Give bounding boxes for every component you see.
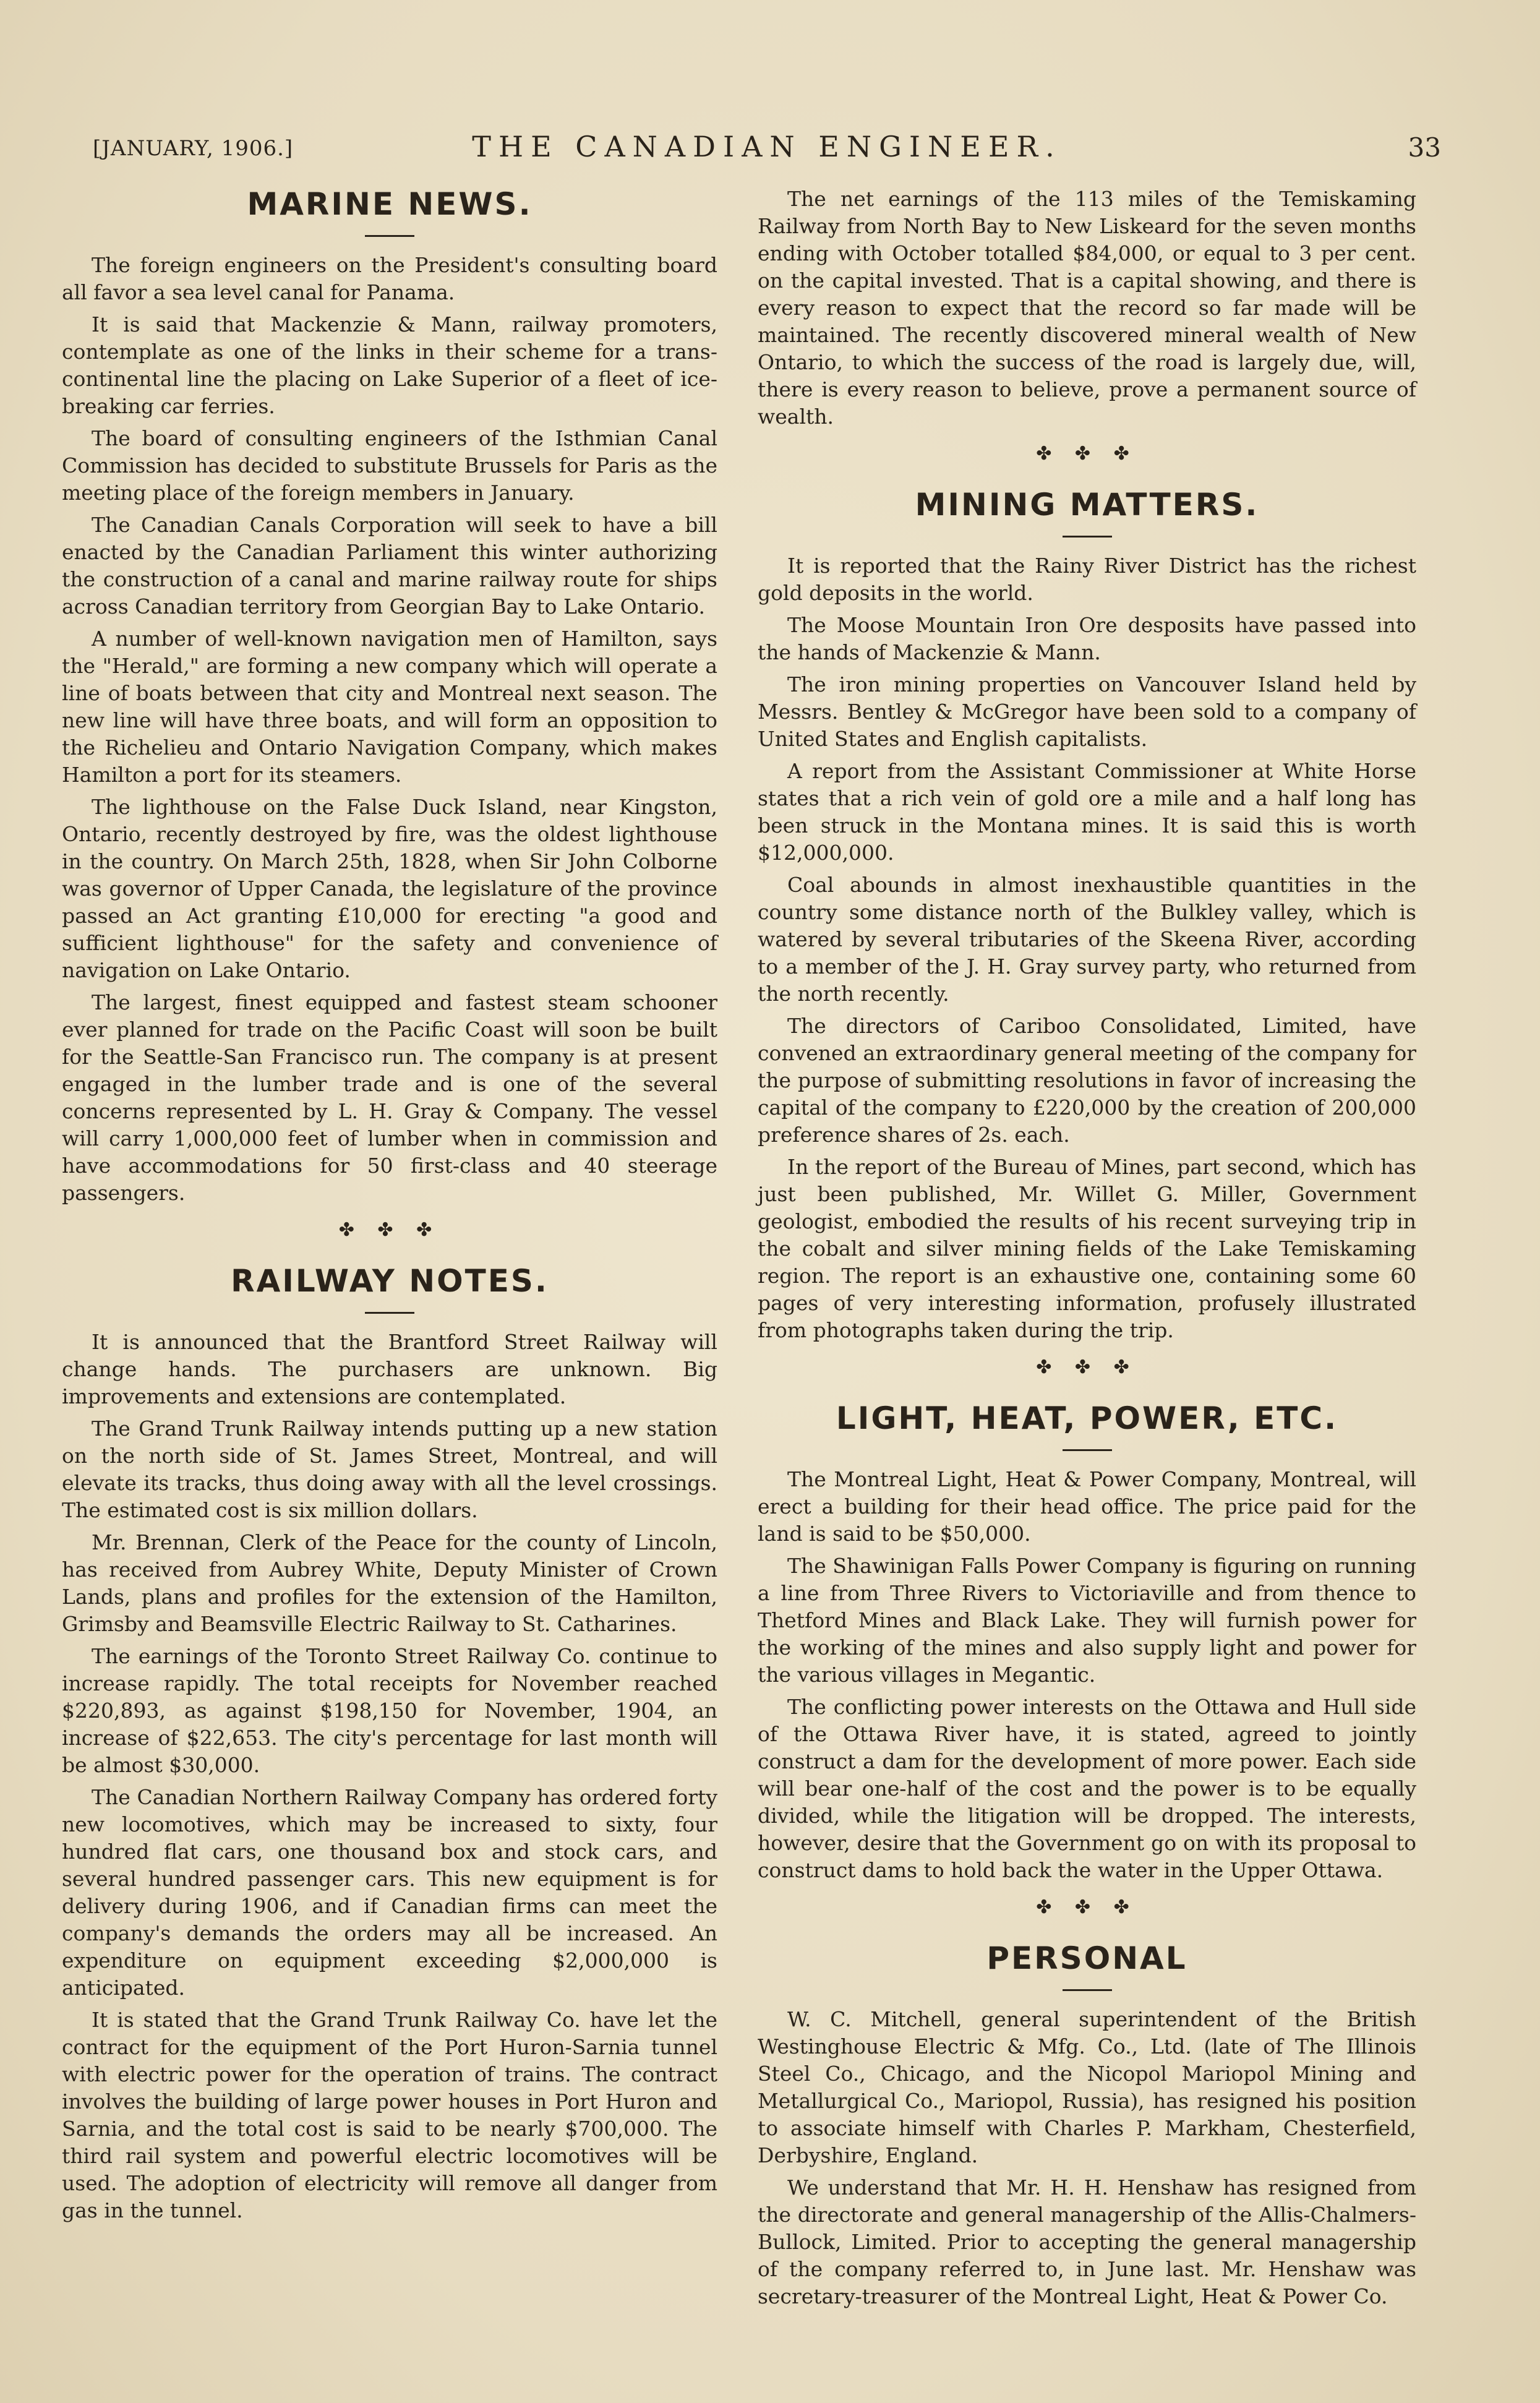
article-paragraph: The Moose Mountain Iron Ore desposits have passed into the hands of Mackenzie & Mann. — [758, 613, 1416, 664]
article-paragraph: The earnings of the Toronto Street Railway Co. continue to increase rapidly. The total receipts for November reached $220,893, as against $198,150 for November, 1904, an increase of $22,653. The city's percentage for last month will be almost $30,000. — [62, 1644, 717, 1777]
section-separator-ornament: ✤ ✤ ✤ — [1036, 1356, 1138, 1378]
heading-rule — [1063, 1989, 1112, 1991]
article-paragraph: The iron mining properties on Vancouver Island held by Messrs. Bentley & McGregor have been sold to a company of United States and English capitalists. — [758, 672, 1416, 751]
article-paragraph: A number of well-known navigation men of Hamilton, says the "Herald," are forming a new company which will operate a line of boats between that city and Montreal next season. The new line will have three boats, and will form an opposition to the Richelieu and Ontario Navigation Company, which makes Hamilton a port for its steamers. — [62, 627, 717, 787]
heading-rule — [365, 1312, 414, 1314]
article-paragraph: In the report of the Bureau of Mines, part second, which has just been published, Mr. Willet G. Miller, Government geologist, embodied the results of his recent surveying trip in the cobalt and silver mining fields of the Lake Temiskaming region. The report is an exhaustive one, containing some 60 pages of very interesting information, profusely illustrated from photographs taken during the trip. — [758, 1155, 1416, 1342]
article-paragraph: It is announced that the Brantford Street Railway will change hands. The purchasers are unknown. Big improvements and extensions are contemplated. — [62, 1330, 717, 1408]
article-paragraph: W. C. Mitchell, general superintendent of the British Westinghouse Electric & Mfg. Co., Ltd. (late of The Illinois Steel Co., Chicago, and the Nicopol Mariopol Mining and Metallurgical Co., Mariopol, Russia), has resigned his position to associate himself with Charles P. Markham, Chesterfield, Derbyshire, England. — [758, 2007, 1416, 2167]
left-column — [62, 186, 717, 2229]
section-separator-ornament: ✤ ✤ ✤ — [1036, 1896, 1138, 1918]
right-column — [758, 186, 1416, 2315]
article-paragraph: The Shawinigan Falls Power Company is figuring on running a line from Three Rivers to Victoriaville and from thence to Thetford Mines and Black Lake. They will furnish power for the working of the mines and also supply light and power for the various villages in Megantic. — [758, 1554, 1416, 1687]
issue-date: [JANUARY, 1906.] — [93, 136, 294, 161]
article-paragraph: The net earnings of the 113 miles of the Temiskaming Railway from North Bay to New Liskeard for the seven months ending with October totalled $84,000, or equal to 3 per cent. on the capital invested. That is a capital showing, and there is every reason to expect that the record so far made will be maintained. The recently discovered mineral wealth of New Ontario, to which the success of the road is largely due, will, there is every reason to believe, prove a permanent source of wealth. — [758, 187, 1416, 429]
personal-heading: PERSONAL — [986, 1940, 1187, 1976]
article-paragraph: It is said that Mackenzie & Mann, railway promoters, contemplate as one of the links in their scheme for a trans-continental line the placing on Lake Superior of a fleet of ice-breaking car ferries. — [62, 312, 717, 418]
section-separator-ornament: ✤ ✤ ✤ — [338, 1219, 441, 1241]
article-paragraph: The directors of Cariboo Consolidated, Limited, have convened an extraordinary general meeting of the company for the purpose of submitting resolutions in favor of increasing the capital of the company to £220,000 by the creation of 200,000 preference shares of 2s. each. — [758, 1014, 1416, 1147]
article-paragraph: The board of consulting engineers of the Isthmian Canal Commission has decided to substitute Brussels for Paris as the meeting place of the foreign members in January. — [62, 426, 717, 505]
journal-title: THE CANADIAN ENGINEER. — [472, 130, 1062, 163]
article-paragraph: Coal abounds in almost inexhaustible quantities in the country some distance north of the Bulkley valley, which is watered by several tributaries of the Skeena River, according to a member of the J. H. Gray survey party, who returned from the north recently. — [758, 873, 1416, 1006]
section-separator-ornament: ✤ ✤ ✤ — [1036, 443, 1138, 465]
heading-rule — [365, 235, 414, 237]
light-heat-power-heading: LIGHT, HEAT, POWER, ETC. — [836, 1400, 1338, 1436]
article-paragraph: The foreign engineers on the President's consulting board all favor a sea level canal for Panama. — [62, 253, 717, 304]
article-paragraph: The Canadian Canals Corporation will seek to have a bill enacted by the Canadian Parliament this winter authorizing the construction of a canal and marine railway route for ships across Canadian territory from Georgian Bay to Lake Ontario. — [62, 513, 717, 619]
heading-rule — [1063, 1449, 1112, 1451]
mining-matters-heading: MINING MATTERS. — [915, 487, 1259, 523]
article-paragraph: A report from the Assistant Commissioner at White Horse states that a rich vein of gold ore a mile and a half long has been struck in the Montana mines. It is said this is worth $12,000,000. — [758, 759, 1416, 865]
marine-news-heading: MARINE NEWS. — [247, 186, 533, 222]
article-paragraph: The largest, finest equipped and fastest steam schooner ever planned for trade on the Pacific Coast will soon be built for the Seattle-San Francisco run. The company is at present engaged in the lumber trade and is one of the several concerns represented by L. H. Gray & Company. The vessel will carry 1,000,000 feet of lumber when in commission and have accommodations for 50 first-class and 40 steerage passengers. — [62, 990, 717, 1205]
article-paragraph: The conflicting power interests on the Ottawa and Hull side of the Ottawa River have, it is stated, agreed to jointly construct a dam for the development of more power. Each side will bear one-half of the cost and the power is to be equally divided, while the litigation will be dropped. The interests, however, desire that the Government go on with its proposal to construct dams to hold back the water in the Upper Ottawa. — [758, 1695, 1416, 1882]
heading-rule — [1063, 536, 1112, 538]
article-paragraph: The Canadian Northern Railway Company has ordered forty new locomotives, which may be increased to sixty, four hundred flat cars, one thousand box and stock cars, and several hundred passenger cars. This new equipment is for delivery during 1906, and if Canadian firms can meet the company's demands the orders may all be increased. An expenditure on equipment exceeding $2,000,000 is anticipated. — [62, 1785, 717, 2000]
article-paragraph: It is reported that the Rainy River District has the richest gold deposits in the world. — [758, 554, 1416, 605]
article-paragraph: Mr. Brennan, Clerk of the Peace for the county of Lincoln, has received from Aubrey White, Deputy Minister of Crown Lands, plans and profiles for the extension of the Hamilton, Grimsby and Beamsville Electric Railway to St. Catharines. — [62, 1530, 717, 1636]
article-paragraph: It is stated that the Grand Trunk Railway Co. have let the contract for the equipment of the Port Huron-Sarnia tunnel with electric power for the operation of trains. The contract involves the building of large power houses in Port Huron and Sarnia, and the total cost is said to be nearly $700,000. The third rail system and powerful electric locomotives will be used. The adoption of electricity will remove all danger from gas in the tunnel. — [62, 2008, 717, 2222]
page-header — [93, 130, 1441, 173]
article-paragraph: We understand that Mr. H. H. Henshaw has resigned from the directorate and general managership of the Allis-Chalmers-Bullock, Limited. Prior to accepting the general managership of the company referred to, in June last. Mr. Henshaw was secretary-treasurer of the Montreal Light, Heat & Power Co. — [758, 2175, 1416, 2308]
article-paragraph: The Grand Trunk Railway intends putting up a new station on the north side of St. James Street, Montreal, and will elevate its tracks, thus doing away with all the level crossings. The estimated cost is six million dollars. — [62, 1416, 717, 1522]
page-number: 33 — [1408, 132, 1441, 163]
article-paragraph: The lighthouse on the False Duck Island, near Kingston, Ontario, recently destroyed by fire, was the oldest lighthouse in the country. On March 25th, 1828, when Sir John Colborne was governor of Upper Canada, the legislature of the province passed an Act granting £10,000 for erecting "a good and sufficient lighthouse" for the safety and convenience of navigation on Lake Ontario. — [62, 795, 717, 982]
railway-notes-heading: RAILWAY NOTES. — [231, 1263, 549, 1299]
article-paragraph: The Montreal Light, Heat & Power Company, Montreal, will erect a building for their head office. The price paid for the land is said to be $50,000. — [758, 1467, 1416, 1546]
